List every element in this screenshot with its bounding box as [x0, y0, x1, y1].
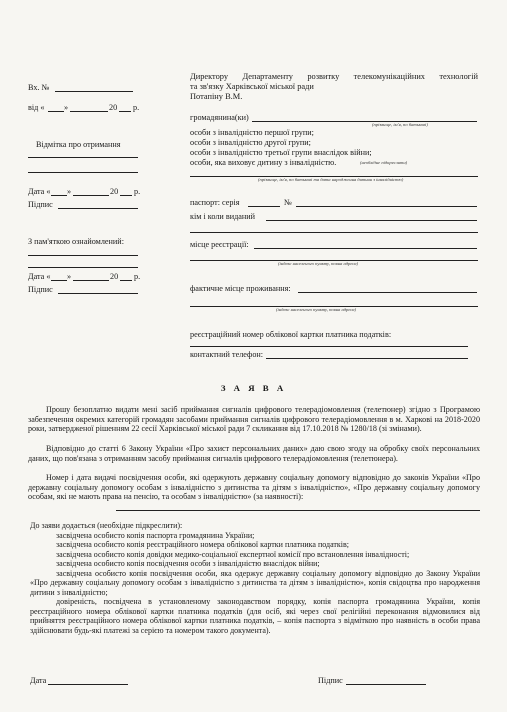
tax-number-label: реєстраційний номер облікової картки платника податків:: [190, 330, 392, 339]
from-year-line[interactable]: [119, 111, 131, 112]
from-date-label: від «: [28, 103, 45, 112]
attachment-item[interactable]: засвідчена особисто копія реєстраційного номера облікової картки платника податків;: [56, 540, 350, 549]
attachments-heading: До заяви додається (необхідне підкреслити):: [30, 521, 183, 530]
sign-label-2: Підпис: [28, 285, 53, 294]
registration-line[interactable]: [254, 248, 477, 249]
phone-line[interactable]: [266, 358, 468, 359]
category-4[interactable]: особи, яка виховує дитину з інвалідністю.: [190, 158, 337, 167]
incoming-no-label: Вх. №: [28, 83, 50, 92]
date1-day-line[interactable]: [51, 195, 67, 196]
aware-line-1[interactable]: [28, 255, 138, 256]
citizen-label: громадянина(ки): [190, 113, 249, 122]
footer-sign-label: Підпис: [318, 676, 343, 685]
certificate-text: Номер і дата видачі посвідчення особи, які одержують державну соціальну допомогу відповідно до законів України «Про державну соціальну допомогу особам з інвалідністю з дитинства та дітям з інвалідністю», «Про державну соціальну допомогу особам, які не мають права на пенсію, та особам з інвалідністю» (за наявності):: [28, 473, 480, 502]
addressee-line-1: Директору Департаменту розвитку телекомунікаційних технологій: [190, 72, 478, 81]
issued-by-line-2[interactable]: [190, 232, 478, 233]
request-paragraph: [28, 405, 480, 434]
footer-date-label: Дата: [30, 676, 47, 685]
footer-sign-line[interactable]: [346, 684, 426, 685]
attachment-item[interactable]: засвідчена особисто копія посвідчення особи з інвалідністю внаслідок війни;: [56, 559, 320, 568]
attachment-item[interactable]: засвідчена особисто копія довідки медико-соціальної експертної комісії про встановлення інвалідності;: [56, 549, 410, 559]
receipt-mark-label: Відмітка про отримання: [36, 140, 121, 149]
actual-residence-line[interactable]: [298, 292, 477, 293]
footer-date-line[interactable]: [48, 684, 128, 685]
application-form: Вх. № від « » 20 р. Відмітка про отримання Дата « » 20 р. Підпис З пам'яткою ознайомлений: Дата « » 20 р. Підпис Директору Департаменту розвитку телекомунікаційних технологій та зв'язку Харківської міської ради Потапіну В.М. громадянина(ки) (прізвище, ім'я, по батькові) особи з інвалідністю першої групи; особи з інвалідністю другої групи; особи з інвалідністю третьої групи внаслідок війни; особи, яка виховує дитину з інвалідністю. (необхідне підкреслити) (прізвище, ім'я, по батькові та дата народження дитини з інвалідністю) паспорт: серія № кім і коли виданий місце реєстрації: (індекс населеного пункту, повна адреса) фактичне місце проживання: (індекс населеного пункту, повна адреса) реєстраційний номер облікової картки платника податків: контактний телефон: З А Я В А Прошу безоплатно видати мені засіб приймання сигналів цифрового телерадіомовлення (телетюнер) згідно з Програмою забезпечення окремих категорій громадян засобами приймання сигналів цифрового телерадіомовлення в м. Харкові на 2018-2020 роки, затвердженої рішенням 22 сесії Харківської міської ради 7 скликання від 17.10.2018 № 1280/18 (зі змінами). Відповідно до статті 6 Закону України «Про захист персональних даних» даю свою згоду на обробку своїх персональних даних, що пов'язана з отриманням засобу приймання сигналів цифрового телерадіомовлення (телетюнера). Номер і дата видачі посвідчення особи, які одержують державну соціальну допомогу відповідно до законів України «Про державну соціальну допомогу особам з інвалідністю з дитинства та дітям з інвалідністю», «Про державну соціальну допомогу особам, які не мають права на пенсію, та особам з інвалідністю» (за наявності): До заяви додається (необхідне підкреслити): засвідчена особисто копія паспорта громадянина України; засвідчена особисто копія реєстраційного номера облікової картки платника податків; засвідчена особисто копія довідки медико-соціальної експертної комісії про встановлення інвалідності; засвідчена особисто копія посвідчення особи з інвалідністю внаслідок війни; засвідчена особисто копія посвідчення особи, яка одержує державну соціальну допомогу відповідно до Закону України «Про державну соціальну допомогу особам з інвалідністю з дитинства та дітям з інвалідністю», копія свідоцтва про народження дитини з інвалідністю; довіреність, посвідчена в установленому законодавством порядку, копія паспорта громадянина України, копія реєстраційного номера облікової картки платника податків (для осіб, які через свої релігійні переконання відмовилися від прийняття реєстраційного номера облікової картки платника податків, – копія паспорта з відміткою про наявність в особи права здійснювати будь-які платежі за серією та номером такого документа). Дата Підпис: [0, 0, 507, 712]
attachment-item[interactable]: довіреність, посвідчена в установленому законодавством порядку, копія паспорта громадянина України, копія реєстраційного номера облікової картки платника податків (для осіб, які через свої релігійні переконання відмовилися від прийняття реєстраційного номера облікової картки платника податків, – копія паспорта з відміткою про наявність в особи права здійснювати будь-які платежі за серією та номером такого документа).: [30, 597, 480, 635]
category-3[interactable]: особи з інвалідністю третьої групи внаслідок війни;: [190, 148, 372, 157]
consent-paragraph: [28, 444, 480, 463]
date2-month-line[interactable]: [73, 280, 109, 281]
addressee-line-2: та зв'язку Харківської міської ради: [190, 82, 314, 91]
attachment-item[interactable]: засвідчена особисто копія паспорта громадянина України;: [56, 530, 255, 540]
aware-line-2[interactable]: [28, 267, 138, 268]
from-month-line[interactable]: [70, 111, 108, 112]
actual-residence-hint: (індекс населеного пункту, повна адреса): [276, 307, 357, 312]
incoming-no-line[interactable]: [55, 91, 133, 92]
issued-by-line[interactable]: [266, 220, 477, 221]
addressee-line-3: Потапіну В.М.: [190, 92, 243, 101]
category-2[interactable]: особи з інвалідністю другої групи;: [190, 138, 311, 147]
date2-year-line[interactable]: [120, 280, 132, 281]
passport-no-label: №: [284, 198, 292, 207]
tax-number-line[interactable]: [190, 346, 468, 347]
citizen-hint: (прізвище, ім'я, по батькові): [372, 122, 428, 127]
attachment-item[interactable]: засвідчена особисто копія посвідчення особи, яка одержує державну соціальну допомогу відповідно до Закону України «Про державну соціальну допомогу особам з інвалідністю з дитинства та дітям з інвалідністю», копія свідоцтва про народження дитини з інвалідністю;: [30, 568, 480, 597]
child-info-hint: (прізвище, ім'я, по батькові та дата народження дитини з інвалідністю): [258, 177, 404, 182]
receipt-mark-line-1[interactable]: [28, 157, 138, 158]
sign-label-1: Підпис: [28, 200, 53, 209]
actual-residence-label: фактичне місце проживання:: [190, 284, 291, 293]
issued-by-label: кім і коли виданий: [190, 212, 256, 221]
date1-year-line[interactable]: [120, 195, 132, 196]
from-day-line[interactable]: [48, 111, 64, 112]
passport-series-line[interactable]: [248, 206, 280, 207]
categories-hint: (необхідне підкреслити): [360, 160, 408, 165]
phone-label: контактний телефон:: [190, 350, 264, 359]
attachments-list: [30, 521, 480, 635]
passport-no-line[interactable]: [296, 206, 477, 207]
date-label-1: Дата «: [28, 187, 51, 196]
request-text: Прошу безоплатно видати мені засіб приймання сигналів цифрового телерадіомовлення (телетюнер) згідно з Програмою забезпечення окремих категорій громадян засобами приймання сигналів цифрового телерадіомовлення в м. Харкові на 2018-2020 роки, затвердженої рішенням 22 сесії Харківської міської ради 7 скликання від 17.10.2018 № 1280/18 (зі змінами).: [28, 405, 480, 434]
date2-day-line[interactable]: [51, 280, 67, 281]
certificate-line[interactable]: [116, 510, 480, 511]
sign-line-1[interactable]: [58, 208, 138, 209]
date-label-2: Дата «: [28, 272, 51, 281]
citizen-name-line[interactable]: [252, 121, 477, 122]
date1-month-line[interactable]: [73, 195, 109, 196]
document-title: З А Я В А: [220, 383, 287, 393]
consent-text: Відповідно до статті 6 Закону України «Про захист персональних даних» даю свою згоду на обробку своїх персональних даних, що пов'язана з отриманням засобу приймання сигналів цифрового телерадіомовлення (телетюнера).: [28, 444, 480, 463]
passport-series-label: паспорт: серія: [190, 198, 240, 207]
registration-hint: (індекс населеного пункту, повна адреса): [278, 261, 359, 266]
aware-label: З пам'яткою ознайомлений:: [28, 237, 124, 246]
category-1[interactable]: особи з інвалідністю першої групи;: [190, 128, 314, 137]
sign-line-2[interactable]: [58, 293, 138, 294]
receipt-mark-line-2[interactable]: [28, 172, 138, 173]
registration-label: місце реєстрації:: [190, 240, 249, 249]
certificate-paragraph: [28, 473, 480, 502]
